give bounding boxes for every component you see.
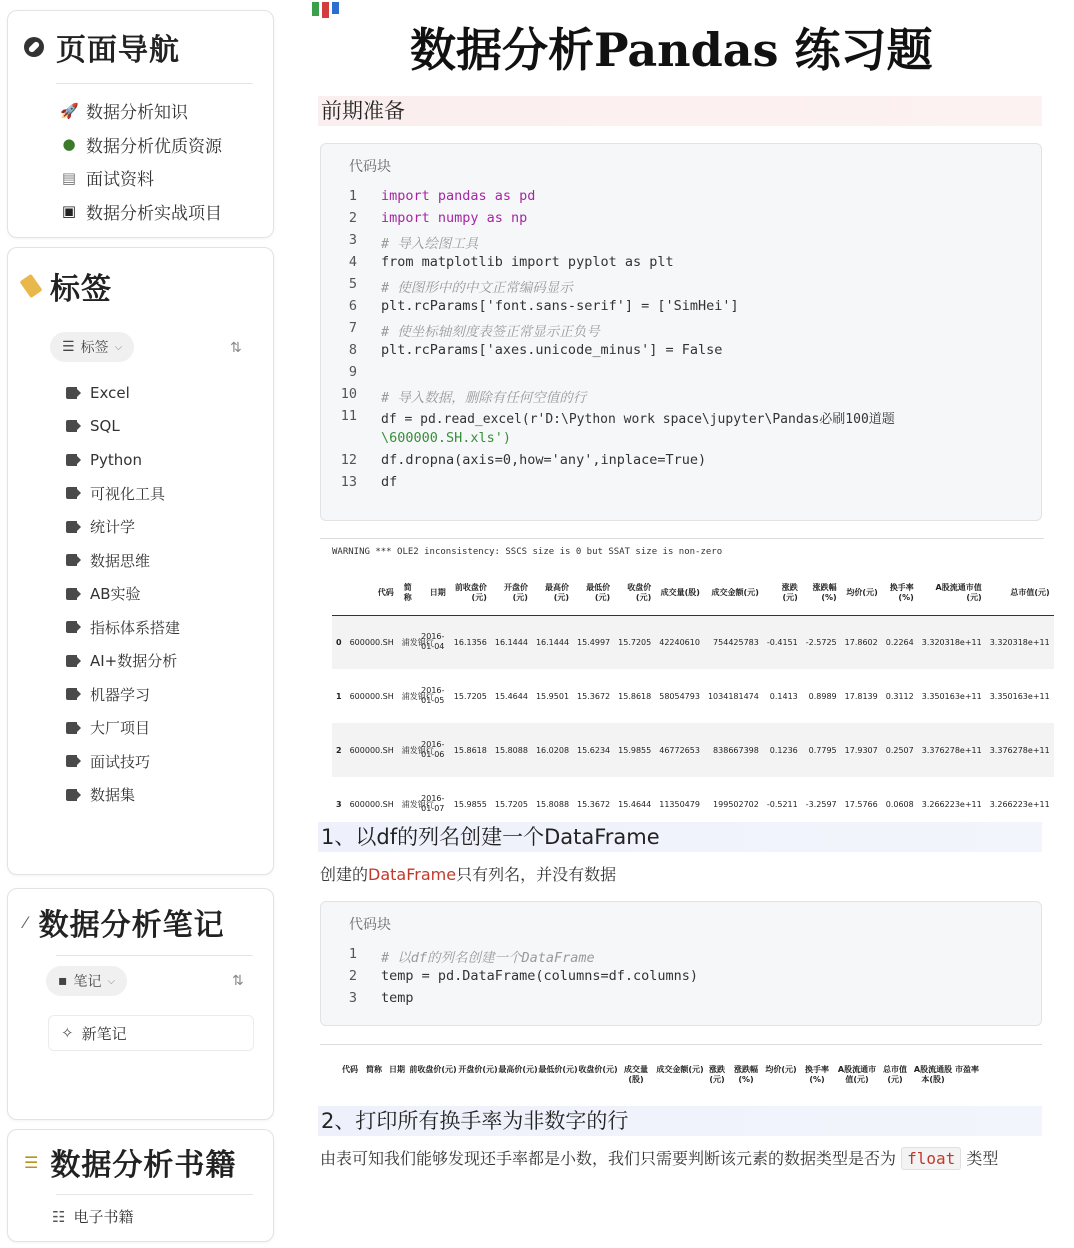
- column-header: 成交量(股): [660, 587, 700, 597]
- code-line: temp = pd.DataFrame(columns=df.columns): [381, 968, 698, 984]
- table-cell: 15.7205: [618, 637, 652, 647]
- table-cell: -0.4151: [766, 637, 798, 647]
- line-number: 9: [348, 364, 357, 380]
- column-header: A股流通股本(股): [913, 1065, 953, 1084]
- table-cell: 600000.SH: [349, 799, 394, 809]
- magic-wand-icon: ✧: [61, 1024, 74, 1042]
- table-cell: 600000.SH: [349, 637, 394, 647]
- chevron-down-icon: ⌵: [107, 975, 116, 987]
- tag-item-interview-tips[interactable]: [66, 745, 180, 779]
- divider: [56, 1194, 253, 1195]
- floppy-icon: ▣: [61, 202, 77, 221]
- wand-icon: ⁄: [24, 912, 27, 932]
- table-cell: 15.9855: [618, 745, 652, 755]
- table-cell: 2016-01-05: [421, 686, 445, 705]
- tag-label: 数据思维: [90, 551, 151, 570]
- table-cell: 46772653: [659, 745, 700, 755]
- section-heading-text: 1、以df的列名创建一个DataFrame: [321, 825, 660, 849]
- dataframe-output: [320, 538, 1050, 813]
- table-cell: 15.4644: [618, 799, 652, 809]
- dataframe-table: [332, 571, 1054, 831]
- code-line: import numpy as np: [381, 210, 528, 226]
- nav-title: 页面导航: [56, 33, 180, 68]
- notes-card: [7, 888, 274, 1120]
- line-number: 1: [348, 946, 357, 962]
- section-heading-q1: [318, 822, 1042, 852]
- code-content: [321, 946, 1041, 1016]
- column-header: 代码: [377, 587, 394, 597]
- section-heading-text: 前期准备: [321, 99, 405, 123]
- document-icon: ▪: [58, 973, 68, 989]
- column-header: 成交金额(元): [711, 587, 759, 597]
- code-line: df.dropna(axis=0,how='any',inplace=True): [381, 452, 707, 468]
- tag-icon: [66, 553, 82, 567]
- table-cell: 16.1356: [453, 637, 487, 647]
- table-cell: -3.2597: [805, 799, 837, 809]
- page-title: 数据分析Pandas 练习题: [410, 23, 933, 77]
- tag-item-excel[interactable]: [66, 376, 180, 410]
- line-number: 1: [348, 188, 357, 204]
- table-cell: 15.7205: [453, 691, 487, 701]
- checklist-icon: ☷: [52, 1207, 66, 1226]
- line-number: 12: [340, 452, 357, 468]
- code-line: import pandas as pd: [381, 188, 536, 204]
- column-header: 总市值(元): [1010, 587, 1050, 597]
- table-cell: 2016-01-04: [421, 632, 445, 652]
- column-header: 代码: [342, 1065, 358, 1074]
- nav-item-label: 数据分析优质资源: [86, 136, 222, 157]
- table-cell: -0.5211: [766, 799, 798, 809]
- tag-item-python[interactable]: [66, 443, 180, 477]
- paragraph-q2: [320, 1146, 998, 1169]
- tag-icon: [66, 788, 82, 802]
- tag-icon: [66, 687, 82, 701]
- tag-item-sql[interactable]: [66, 410, 180, 444]
- compass-icon: [24, 37, 44, 57]
- column-header: 涨跌幅(%): [812, 582, 837, 602]
- tags-title: 标签: [50, 272, 112, 307]
- table-cell: 11350479: [659, 799, 700, 809]
- tag-label: 可视化工具: [90, 484, 166, 503]
- notes-title: 数据分析笔记: [38, 908, 225, 943]
- table-cell: 16.1444: [535, 637, 570, 647]
- table-cell: 754425783: [713, 637, 759, 647]
- column-header: A股流通市值(元): [837, 1065, 877, 1084]
- tag-label: 大厂项目: [90, 719, 151, 738]
- code-line: # 使坐标轴刻度表签正常显示正负号: [381, 324, 600, 340]
- pencil-icon: [20, 274, 43, 298]
- column-header: 日期: [389, 1065, 405, 1074]
- table-cell: 15.3672: [577, 799, 611, 809]
- table-cell: 15.7205: [494, 799, 528, 809]
- line-number: 5: [348, 276, 357, 292]
- nav-card-header: [8, 11, 273, 83]
- code-line: df = pd.read_excel(r'D:\Python work space\jupyter\Pandas必刷100道题: [381, 412, 895, 427]
- code-line: \600000.SH.xls'): [381, 430, 512, 446]
- code-line: from matplotlib import pyplot as plt: [381, 254, 674, 270]
- column-header: 最高价(元): [545, 582, 570, 602]
- line-number: 8: [348, 342, 357, 358]
- new-note-label: 新笔记: [81, 1024, 127, 1043]
- table-cell: 15.3672: [577, 691, 611, 701]
- tag-item-ab-test[interactable]: [66, 577, 180, 611]
- code-line: plt.rcParams['axes.unicode_minus'] = False: [381, 342, 723, 358]
- table-cell: 3.376278e+11: [921, 745, 982, 755]
- table-cell: 浦发银行: [401, 799, 434, 809]
- table-cell: 0.0608: [885, 799, 914, 809]
- table-cell: 17.8139: [844, 691, 878, 701]
- warning-text: WARNING *** OLE2 inconsistency: SSCS size is 0 but SSAT size is non-zero: [332, 547, 723, 557]
- column-header: 均价(元): [765, 1065, 797, 1074]
- table-cell: 16.0208: [535, 745, 570, 755]
- tag-item-visualization[interactable]: [66, 477, 180, 511]
- table-header-row: [332, 571, 1054, 615]
- code-line: temp: [381, 990, 414, 1006]
- divider: [56, 83, 253, 84]
- table-cell: 0.8989: [808, 691, 837, 701]
- paragraph-text: 创建的: [320, 865, 369, 884]
- books-item-label: 电子书籍: [73, 1208, 134, 1226]
- section-heading-prep: [318, 96, 1042, 126]
- table-cell: 15.8618: [453, 745, 487, 755]
- tag-icon: [66, 754, 82, 768]
- column-header: 换手率(%): [805, 1065, 829, 1084]
- table-cell: 199502702: [713, 799, 759, 809]
- tag-icon: [66, 486, 82, 500]
- row-index: 0: [336, 637, 342, 647]
- line-number: 10: [340, 386, 357, 402]
- table-cell: 3.320318e+11: [989, 637, 1050, 647]
- cabinet-icon: ▤: [61, 168, 77, 187]
- tag-icon: [66, 453, 82, 467]
- line-number: 11: [340, 408, 357, 424]
- table-cell: 3.266223e+11: [921, 799, 982, 809]
- nav-item-label: 数据分析实战项目: [86, 203, 222, 224]
- tags-filter-label: 标签: [80, 340, 109, 356]
- table-cell: 0.3112: [885, 691, 914, 701]
- tag-label: SQL: [90, 417, 120, 436]
- table-row: [332, 723, 1054, 777]
- highlight-text: DataFrame: [368, 865, 457, 884]
- column-header: 成交金额(元): [656, 1065, 704, 1074]
- table-cell: 15.9855: [453, 799, 487, 809]
- tag-label: 数据集: [90, 786, 136, 805]
- table-cell: 0.7795: [808, 745, 837, 755]
- table-cell: 838667398: [713, 745, 759, 755]
- column-header: 换手率(%): [889, 582, 914, 602]
- column-header: 收盘价(元): [627, 582, 652, 602]
- code-line: # 使图形中的中文正常编码显示: [381, 280, 573, 296]
- line-number: 2: [348, 968, 357, 984]
- table-cell: 0.2507: [885, 745, 914, 755]
- column-header: 涨跌(元): [781, 582, 798, 602]
- table-cell: 0.1413: [769, 691, 798, 701]
- column-header: 涨跌(元): [709, 1065, 725, 1084]
- column-header: A股流通市值(元): [935, 582, 982, 602]
- column-header: 简称: [366, 1065, 382, 1074]
- table-cell: 浦发银行: [401, 637, 434, 647]
- tag-item-datasets[interactable]: [66, 778, 180, 812]
- nav-item-resources[interactable]: [60, 128, 273, 162]
- empty-dataframe-output: [320, 1044, 1042, 1094]
- code-block-q1[interactable]: [320, 901, 1042, 1026]
- table-cell: 16.1444: [494, 637, 528, 647]
- table-cell: 1034181474: [707, 691, 759, 701]
- column-header: 最高价(元): [498, 1065, 538, 1074]
- nav-card: [7, 10, 274, 238]
- adjust-icon[interactable]: ⇅: [232, 973, 244, 989]
- column-header: 最低价(元): [586, 582, 611, 602]
- column-header: 成交量(股): [624, 1065, 648, 1084]
- notes-card-header: [8, 889, 273, 955]
- column-header: 前收盘价(元): [454, 582, 487, 602]
- tag-icon: [66, 721, 82, 735]
- row-index: 1: [336, 691, 342, 701]
- code-content: [321, 188, 1041, 508]
- new-note-button[interactable]: [48, 1015, 254, 1051]
- column-header: 均价(元): [846, 587, 878, 597]
- table-cell: 浦发银行: [401, 691, 434, 701]
- code-line: plt.rcParams['font.sans-serif'] = ['SimHei']: [381, 298, 739, 314]
- adjust-icon[interactable]: ⇅: [230, 340, 242, 356]
- section-heading-q2: [318, 1106, 1042, 1136]
- tag-label: 面试技巧: [90, 752, 151, 771]
- chart-logo-icon: [306, 0, 352, 18]
- table-cell: 15.9501: [535, 691, 570, 701]
- rocket-icon: 🚀: [60, 101, 79, 120]
- tag-icon: [66, 587, 82, 601]
- code-block-label: 代码块: [349, 917, 391, 933]
- notes-filter-row: [46, 966, 127, 996]
- column-header: 开盘价(元): [503, 582, 528, 602]
- tag-item-data-thinking[interactable]: [66, 544, 180, 578]
- column-header: 收盘价(元): [578, 1065, 618, 1074]
- tree-icon: ●: [62, 135, 76, 154]
- line-number: 4: [348, 254, 357, 270]
- table-cell: -2.5725: [805, 637, 837, 647]
- list-icon: ☰: [62, 339, 75, 355]
- tags-filter-dropdown[interactable]: [50, 332, 134, 362]
- table-cell: 42240610: [659, 637, 700, 647]
- row-index: 2: [336, 745, 342, 755]
- nav-item-label: 面试资料: [86, 170, 154, 191]
- code-block-setup[interactable]: [320, 143, 1042, 521]
- table-cell: 3.266223e+11: [989, 799, 1050, 809]
- nav-item-knowledge[interactable]: [60, 94, 273, 128]
- code-block-label: 代码块: [349, 159, 391, 175]
- table-cell: 3.350163e+11: [989, 691, 1050, 701]
- column-header: [332, 571, 346, 615]
- empty-dataframe-header: [338, 1065, 980, 1085]
- table-cell: 600000.SH: [349, 691, 394, 701]
- divider: [56, 955, 253, 956]
- table-cell: 17.9307: [844, 745, 878, 755]
- paragraph-text: 只有列名，并没有数据: [456, 865, 617, 884]
- table-row: [332, 669, 1054, 723]
- table-body: [332, 615, 1054, 831]
- nav-item-interview[interactable]: [60, 161, 273, 195]
- table-cell: 15.4644: [494, 691, 528, 701]
- code-line: # 以df的列名创建一个DataFrame: [381, 950, 595, 966]
- table-cell: 17.5766: [844, 799, 878, 809]
- tag-icon: [66, 620, 82, 634]
- line-number: 2: [348, 210, 357, 226]
- table-cell: 浦发银行: [401, 745, 434, 755]
- tag-label: Excel: [90, 383, 130, 402]
- notes-filter-label: 笔记: [73, 974, 102, 990]
- line-number: 13: [340, 474, 357, 490]
- column-header: 涨跌幅(%): [734, 1065, 758, 1084]
- column-header: 最低价(元): [538, 1065, 578, 1074]
- column-header: 市盈率: [955, 1065, 979, 1074]
- table-cell: 3.350163e+11: [921, 691, 982, 701]
- table-cell: 600000.SH: [349, 745, 394, 755]
- tag-label: 机器学习: [90, 685, 151, 704]
- tag-item-statistics[interactable]: [66, 510, 180, 544]
- table-cell: 17.8602: [844, 637, 878, 647]
- tag-icon: [66, 419, 82, 433]
- code-line: df: [381, 474, 398, 490]
- tags-filter-row: [50, 332, 134, 362]
- table-cell: 15.4997: [577, 637, 611, 647]
- tag-label: AI+数据分析: [90, 652, 178, 671]
- tag-item-ai[interactable]: [66, 644, 180, 678]
- books-title: 数据分析书籍: [50, 1148, 237, 1183]
- column-header: 日期: [429, 587, 446, 597]
- tags-card-header: [8, 248, 273, 324]
- section-heading-text: 2、打印所有换手率为非数字的行: [321, 1109, 629, 1133]
- nav-list: [8, 94, 273, 228]
- line-number: 3: [348, 232, 357, 248]
- tag-label: Python: [90, 450, 142, 469]
- paragraph-text: 类型: [966, 1149, 999, 1168]
- inline-code: float: [901, 1147, 961, 1170]
- books-card: [7, 1129, 274, 1242]
- nav-item-label: 数据分析知识: [86, 103, 188, 124]
- table-cell: 2016-01-06: [421, 740, 445, 759]
- nav-item-projects[interactable]: [60, 195, 273, 229]
- table-cell: 15.8088: [494, 745, 528, 755]
- tag-list: [8, 376, 180, 812]
- table-cell: 15.8088: [535, 799, 570, 809]
- tags-card: [7, 247, 274, 875]
- table-cell: 15.6234: [577, 745, 611, 755]
- tag-icon: [66, 386, 82, 400]
- column-header: 前收盘价(元): [409, 1065, 457, 1074]
- column-header: 开盘价(元): [458, 1065, 498, 1074]
- tag-label: AB实验: [90, 585, 141, 604]
- row-index: 3: [336, 799, 342, 809]
- table-cell: 58054793: [659, 691, 700, 701]
- tag-item-metrics[interactable]: [66, 611, 180, 645]
- paragraph-text: 由表可知我们能够发现还手率都是小数，我们只需要判断该元素的数据类型是否为: [320, 1149, 897, 1168]
- tag-item-big-projects[interactable]: [66, 711, 180, 745]
- table-cell: 0.1236: [769, 745, 798, 755]
- books-item-ebooks[interactable]: [52, 1206, 133, 1227]
- code-line: # 导入绘图工具: [381, 236, 479, 252]
- table-cell: 3.376278e+11: [989, 745, 1050, 755]
- tag-icon: [66, 654, 82, 668]
- books-card-header: [8, 1130, 273, 1194]
- line-number: 3: [348, 990, 357, 1006]
- tag-label: 指标体系搭建: [90, 618, 181, 637]
- table-cell: 3.320318e+11: [921, 637, 982, 647]
- column-header: 简称: [403, 582, 412, 602]
- table-cell: 2016-01-07: [421, 794, 445, 813]
- chevron-down-icon: ⌵: [114, 341, 123, 353]
- table-cell: 15.8618: [618, 691, 652, 701]
- checklist-icon: ☰: [24, 1152, 39, 1172]
- column-header: 总市值(元): [883, 1065, 907, 1084]
- tag-label: 统计学: [90, 518, 136, 537]
- tag-icon: [66, 520, 82, 534]
- table-cell: 0.2264: [885, 637, 914, 647]
- table-row: [332, 615, 1054, 669]
- line-number: 6: [348, 298, 357, 314]
- line-number: 7: [348, 320, 357, 336]
- notes-filter-dropdown[interactable]: [46, 966, 127, 996]
- tag-item-ml[interactable]: [66, 678, 180, 712]
- paragraph-q1: [320, 862, 616, 885]
- code-line: # 导入数据，删除有任何空值的行: [381, 390, 587, 406]
